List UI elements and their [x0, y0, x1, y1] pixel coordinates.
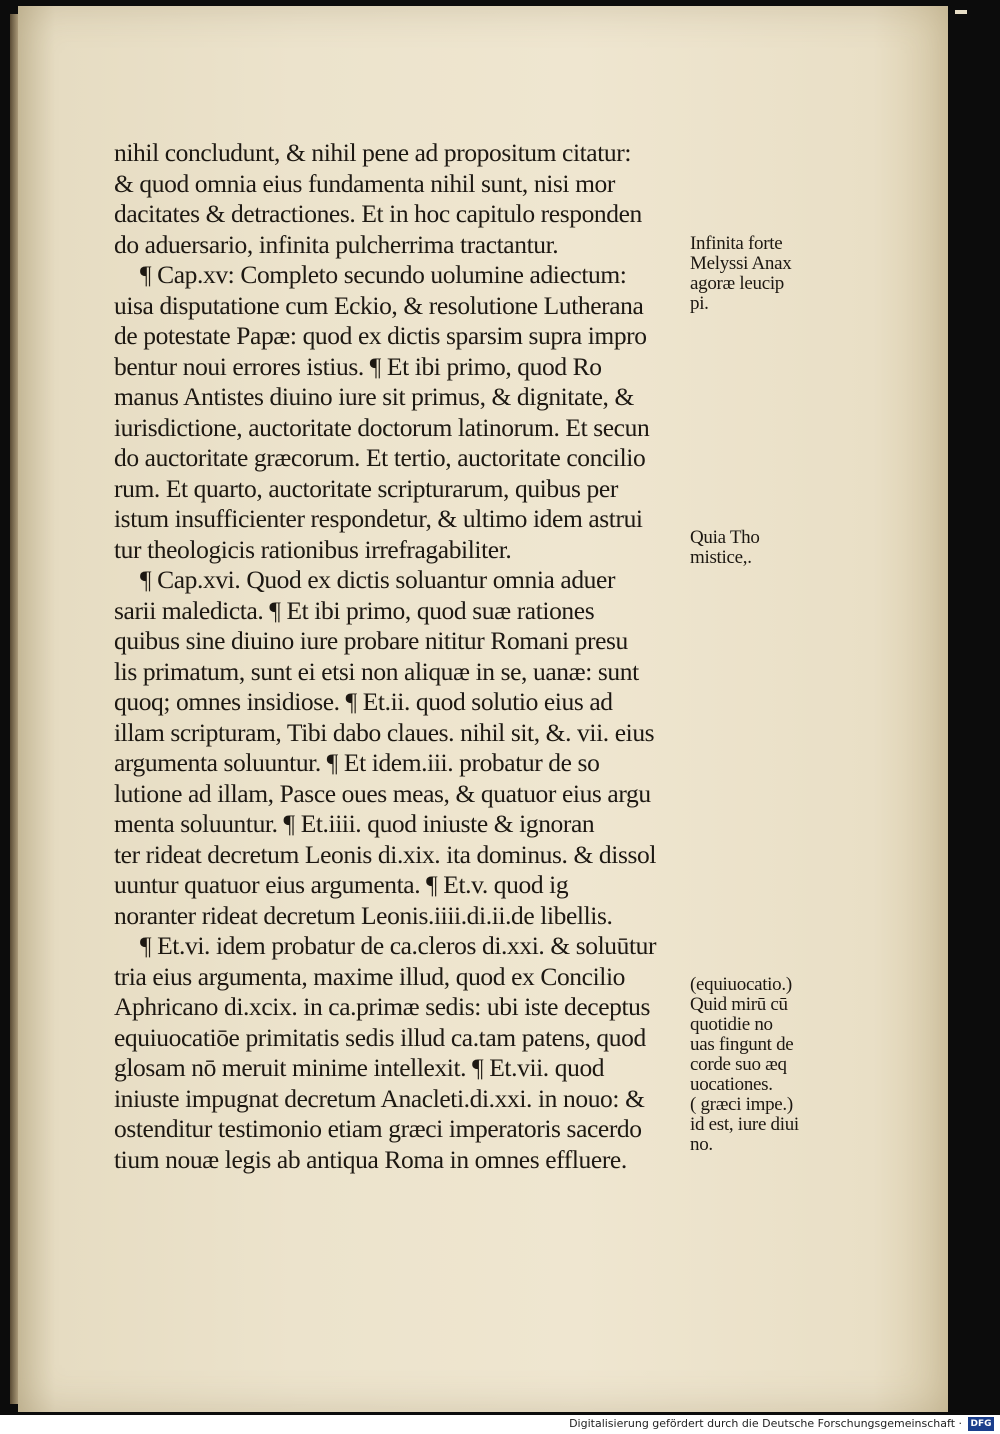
margin-note-line: Quid mirū cū: [690, 994, 788, 1015]
text-line: tria eius argumenta, maxime illud, quod ex Concilio: [114, 961, 625, 991]
text-line: quibus sine diuino iure probare nititur Romani presu: [114, 626, 628, 655]
text-line: iniuste impugnat decretum Anacleti.di.xxi. in nouo: &: [114, 1083, 645, 1113]
margin-note-line: no.: [690, 1134, 713, 1155]
margin-note-line: uocationes.: [690, 1074, 773, 1095]
text-line: tur theologicis rationibus irrefragabiliter.: [114, 534, 512, 564]
margin-note-line: ( græci impe.): [690, 1094, 793, 1115]
text-line: do auctoritate græcorum. Et tertio, auctoritate concilio: [114, 443, 646, 472]
margin-note-line: agoræ leucip: [690, 273, 785, 294]
text-line: sarii maledicta. ¶ Et ibi primo, quod suæ rationes: [114, 595, 595, 625]
chapter-heading-xv: ¶ Cap.xv: Completo secundo uolumine adiectum:: [140, 260, 627, 289]
text-line: nihil concludunt, & nihil pene ad propositum citatur:: [114, 138, 632, 167]
text-line: bentur noui errores istius. ¶ Et ibi primo, quod Ro: [114, 351, 602, 381]
text-line: uisa disputatione cum Eckio, & resolutione Lutherana: [114, 290, 644, 320]
margin-note-line: Quia Tho: [690, 527, 760, 548]
corner-mark: [955, 10, 967, 14]
margin-note-line: id est, iure diui: [690, 1114, 799, 1135]
text-line: glosam nō meruit minime intellexit. ¶ Et.vii. quod: [114, 1053, 605, 1082]
text-line: equiuocatiōe primitatis sedis illud ca.tam patens, quod: [114, 1022, 646, 1052]
text-line: dacitates & detractiones. Et in hoc capitulo responden: [114, 199, 642, 228]
text-line: tium nouæ legis ab antiqua Roma in omnes effluere.: [114, 1144, 627, 1174]
text-line: & quod omnia eius fundamenta nihil sunt, nisi mor: [114, 168, 615, 198]
margin-note-thomistice: [690, 528, 840, 568]
margin-note-line: Infinita forte: [690, 233, 783, 254]
text-line: menta soluuntur. ¶ Et.iiii. quod iniuste & ignoran: [114, 809, 595, 838]
text-line: istum insufficienter respondetur, & ultimo idem astrui: [114, 504, 643, 533]
margin-note-line: Melyssi Anax: [690, 253, 792, 274]
text-line: noranter rideat decretum Leonis.iiii.di.ii.de libellis.: [114, 900, 613, 930]
text-line: ter rideat decretum Leonis di.xix. ita dominus. & dissol: [114, 839, 657, 869]
margin-note-line: (equiuocatio.): [690, 974, 792, 995]
text-line: de potestate Papæ: quod ex dictis sparsim supra impro: [114, 321, 647, 350]
main-text-block: [114, 138, 694, 1175]
margin-note-line: quotidie no: [690, 1014, 773, 1035]
footer-bar: [0, 1415, 1000, 1434]
text-line: uuntur quatuor eius argumenta. ¶ Et.v. quod ig: [114, 870, 569, 899]
margin-note-infinita: [690, 234, 840, 314]
text-line: iurisdictione, auctoritate doctorum latinorum. Et secun: [114, 412, 650, 442]
text-line: ostenditur testimonio etiam græci imperatoris sacerdo: [114, 1114, 642, 1143]
chapter-heading-xvi: ¶ Cap.xvi. Quod ex dictis soluantur omnia aduer: [140, 565, 616, 594]
margin-note-line: uas fingunt de: [690, 1034, 794, 1055]
margin-note-line: pi.: [690, 293, 709, 314]
digitization-credit: Digitalisierung gefördert durch die Deutsche Forschungsgemeinschaft ·: [569, 1417, 962, 1430]
margin-note-line: mistice,.: [690, 547, 752, 568]
text-line: argumenta soluuntur. ¶ Et idem.iii. probatur de so: [114, 748, 600, 777]
text-line: Aphricano di.xcix. in ca.primæ sedis: ubi iste deceptus: [114, 992, 651, 1021]
text-line: lis primatum, sunt ei etsi non aliquæ in se, uanæ: sunt: [114, 656, 639, 686]
page-edge-shadow: [10, 14, 18, 1404]
text-line: illam scripturam, Tibi dabo claues. nihil sit, &. vii. eius: [114, 717, 655, 747]
text-line: ¶ Et.vi. idem probatur de ca.cleros di.xxi. & soluūtur: [140, 931, 657, 960]
text-line: lutione ad illam, Pasce oues meas, & quatuor eius argu: [114, 778, 651, 808]
margin-note-line: corde suo æq: [690, 1054, 787, 1075]
margin-note-equiuocatio: [690, 975, 840, 1155]
text-line: do aduersario, infinita pulcherrima tractantur.: [114, 229, 559, 259]
text-line: quoq; omnes insidiose. ¶ Et.ii. quod solutio eius ad: [114, 687, 613, 716]
text-line: manus Antistes diuino iure sit primus, & dignitate, &: [114, 382, 634, 411]
text-line: rum. Et quarto, auctoritate scripturarum, quibus per: [114, 473, 618, 503]
dfg-logo: DFG: [968, 1417, 994, 1431]
